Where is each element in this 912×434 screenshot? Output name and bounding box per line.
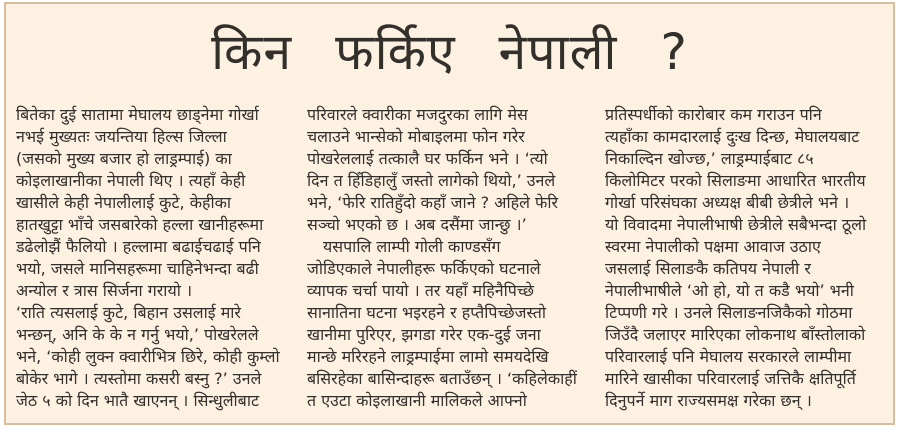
article-line: कोइलाखानीका नेपाली थिए । त्यहाँ केही [16,171,246,190]
article-line: यसपालि लाम्पी गोली काण्डसँग [307,237,501,256]
article-headline: किन फर्किए नेपाली ? [211,23,688,81]
article-line: दिनुपर्ने माग राज्यसमक्ष गरेका छन् । [605,391,812,410]
article-line: गोर्खा परिसंघका अध्यक्ष बीबी छेत्रीले भने । [605,193,850,212]
article-line: त्यहाँका कामदारलाई दुःख दिन्छ, मेघालयबाट [605,127,860,146]
article-line: सानातिना घटना भइरहने र हप्तैपिच्छेजस्तो [307,303,546,322]
article-line: अन्योल र त्रास सिर्जना गरायो । [16,281,193,300]
article-line: जेठ ५ को दिन भातै खाएनन् । सिन्धुलीबाट [16,391,260,410]
article-line: टिप्पणी गरे । उनले सिलाङनजिकैको गोठमा [605,303,853,322]
article-line: निकाल्दिन खोज्छ,’ लाड्रम्पाईबाट ८५ [605,149,814,168]
article-line: बसिरहेका बासिन्दाहरू बताउँछन् । ‘कहिलेकाहीं [307,369,577,388]
article-line: व्यापक चर्चा पायो । तर यहाँ महिनैपिच्छे [307,281,534,300]
article-column-3 [605,104,897,416]
article-line: बितेका दुई सातामा मेघालय छाड्नेमा गोर्खा [16,105,259,124]
article-line: भने, ‘फेरि रातिहुँदो कहाँ जाने ? अहिले फेरि [307,193,559,212]
article-line: सञ्चो भएको छ । अब दसैंमा जान्छु ।’ [307,215,527,234]
article-line: डढेलोझैं फैलियो । हल्लामा बढाईचढाई पनि [16,237,261,256]
article-line: चलाउने भान्सेको मोबाइलमा फोन गरेर [307,127,525,146]
article-line: बोकेर भागे । त्यस्तोमा कसरी बस्नु ?’ उनले [16,369,262,388]
article-line: पोखरेललाई तत्कालै घर फर्किन भने । ‘त्यो [307,149,548,168]
article-line: जिउँदै जलाएर मारिएका लोकनाथ बाँस्तोलाको [605,325,866,344]
article-line: जसलाई सिलाङकै कतिपय नेपाली र [605,259,811,278]
article-column-2 [307,104,599,416]
article-line: खासीले केही नेपालीलाई कुटे, केहीका [16,193,232,212]
article-line: जोडिएकाले नेपालीहरू फर्किएको घटनाले [307,259,541,278]
article-line: भने, ‘कोही लुक्न क्वारीभित्र छिरे, कोही कुम्लो [16,347,280,366]
article-line: प्रतिस्पर्धीको कारोबार कम गराउन पनि [605,105,822,124]
article-line: स्वरमा नेपालीको पक्षमा आवाज उठाए [605,237,821,256]
article-line: मान्छे मरिरहने लाड्रम्पाईमा लामो समयदेखि [307,347,549,366]
article-line: यो विवादमा नेपालीभाषी छेत्रीले सबैभन्दा ठूलो [605,215,867,234]
newspaper-clipping-panel [4,2,895,425]
article-line: (जसको मुख्य बजार हो लाड्रम्पाई) का [16,149,232,168]
article-line: किलोमिटर परको सिलाङमा आधारित भारतीय [605,171,866,190]
article-line: परिवारले क्वारीका मजदुरका लागि मेस [307,105,528,124]
article-line: खानीमा पुरिएर, झगडा गरेर एक-दुई जना [307,325,541,344]
article-body [16,104,897,416]
article-line: नभई मुख्यतः जयन्तिया हिल्स जिल्ला [16,127,227,146]
article-line: भयो, जसले मानिसहरूमा चाहिनेभन्दा बढी [16,259,259,278]
article-line: दिन त हिँडिहालुँ जस्तो लागेको थियो,’ उनले [307,171,556,190]
article-column-1 [16,104,301,416]
article-line: परिवारलाई पनि मेघालय सरकारले लाम्पीमा [605,347,852,366]
article-line: मारिने खासीका परिवारलाई जत्तिकै क्षतिपूर्ति [605,369,856,388]
article-line: भन्छन्, अनि के के न गर्नु भयो,’ पोखरेलले [16,325,259,344]
article-line: ‘राति त्यसलाई कुटे, बिहान उसलाई मारे [16,303,241,322]
article-line: नेपालीभाषीले ‘ओ हो, यो त कडै भयो’ भनी [605,281,854,300]
article-line: त एउटा कोइलाखानी मालिकले आफ्नो [307,391,527,410]
article-line: हातखुट्टा भाँचे जसबारेको हल्ला खानीहरूमा [16,215,264,234]
